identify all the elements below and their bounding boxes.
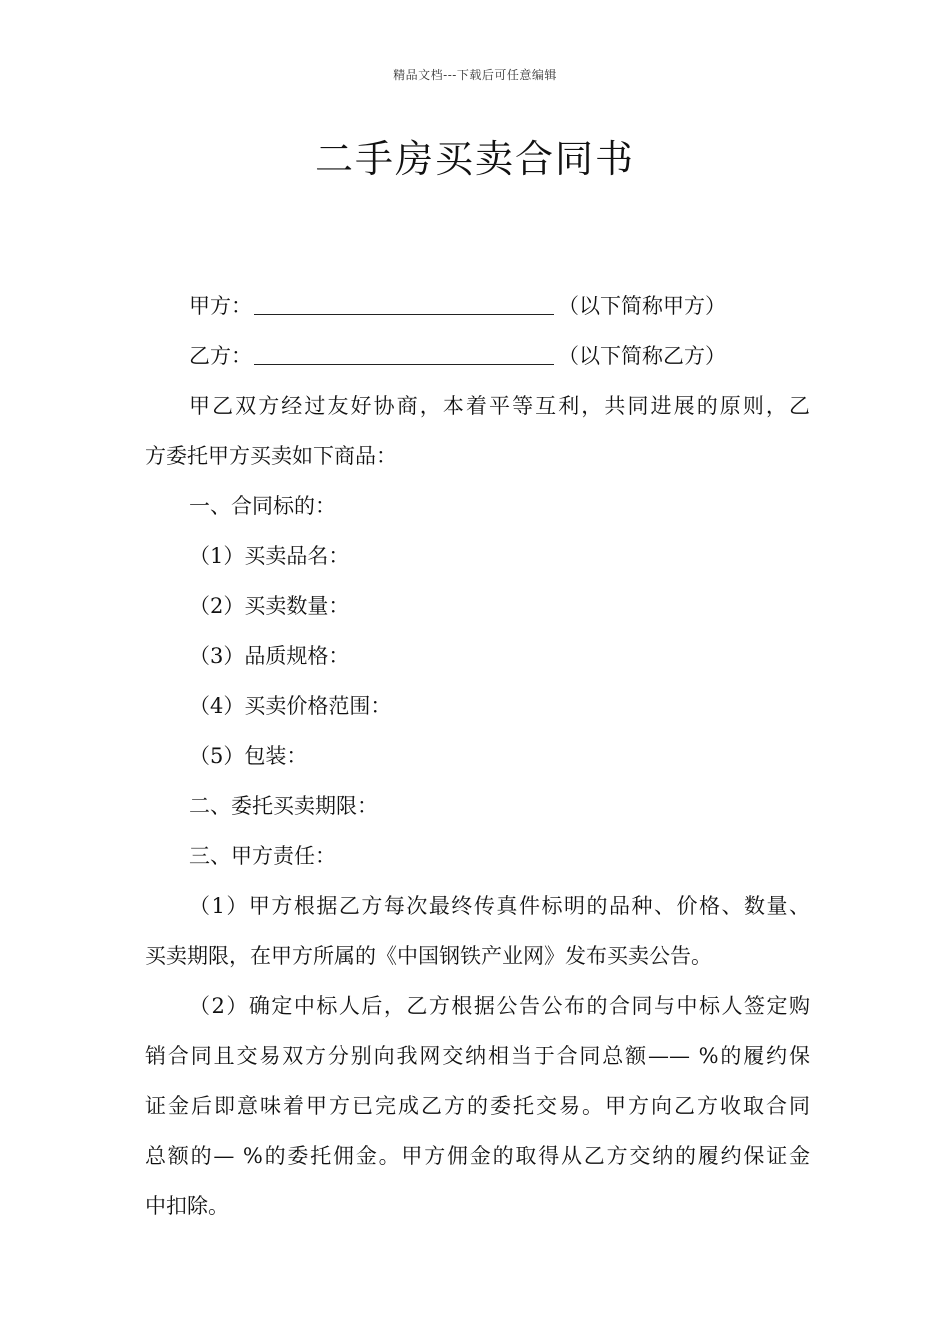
section-1-heading: 一、合同标的： — [189, 494, 336, 518]
contract-body — [145, 281, 810, 1231]
party-b-blank[interactable] — [254, 342, 554, 365]
section-1-item: （4）买卖价格范围： — [189, 694, 392, 718]
document-title: 二手房买卖合同书 — [314, 137, 635, 181]
party-b-label: 乙方： — [189, 344, 252, 368]
section-3-p2-line-3: 证金后即意味着甲方已完成乙方的委托交易。甲方向乙方收取合同 — [145, 1094, 810, 1118]
intro-line-2: 方委托甲方买卖如下商品： — [145, 444, 397, 468]
section-3-p2-line-1: （2）确定中标人后，乙方根据公告公布的合同与中标人签定购 — [189, 994, 810, 1018]
section-2-heading: 二、委托买卖期限： — [189, 794, 378, 818]
section-3-heading: 三、甲方责任： — [189, 844, 336, 868]
intro-line-1: 甲乙双方经过友好协商，本着平等互利，共同进展的原则，乙 — [189, 394, 810, 418]
party-a-suffix: （以下简称甲方） — [558, 294, 726, 318]
party-a-blank[interactable] — [254, 292, 554, 315]
party-a-line — [145, 281, 810, 331]
section-3-p2-line-5: 中扣除。 — [145, 1194, 229, 1218]
party-b-line — [145, 331, 810, 381]
section-3-p2-line-2: 销合同且交易双方分别向我网交纳相当于合同总额—— %的履约保 — [145, 1044, 810, 1068]
section-3-p1-line-1: （1）甲方根据乙方每次最终传真件标明的品种、价格、数量、 — [189, 894, 810, 918]
section-1-item: （5）包装： — [189, 744, 308, 768]
section-1-item: （2）买卖数量： — [189, 594, 350, 618]
section-1-item: （3）品质规格： — [189, 644, 350, 668]
header-note: 精品文档---下载后可任意编辑 — [393, 68, 557, 82]
party-b-suffix: （以下简称乙方） — [558, 344, 726, 368]
section-3-p1-line-2: 买卖期限，在甲方所属的《中国钢铁产业网》发布买卖公告。 — [145, 944, 712, 968]
section-3-p2-line-4: 总额的— %的委托佣金。甲方佣金的取得从乙方交纳的履约保证金 — [145, 1144, 810, 1168]
party-a-label: 甲方： — [189, 294, 252, 318]
section-1-item: （1）买卖品名： — [189, 544, 350, 568]
